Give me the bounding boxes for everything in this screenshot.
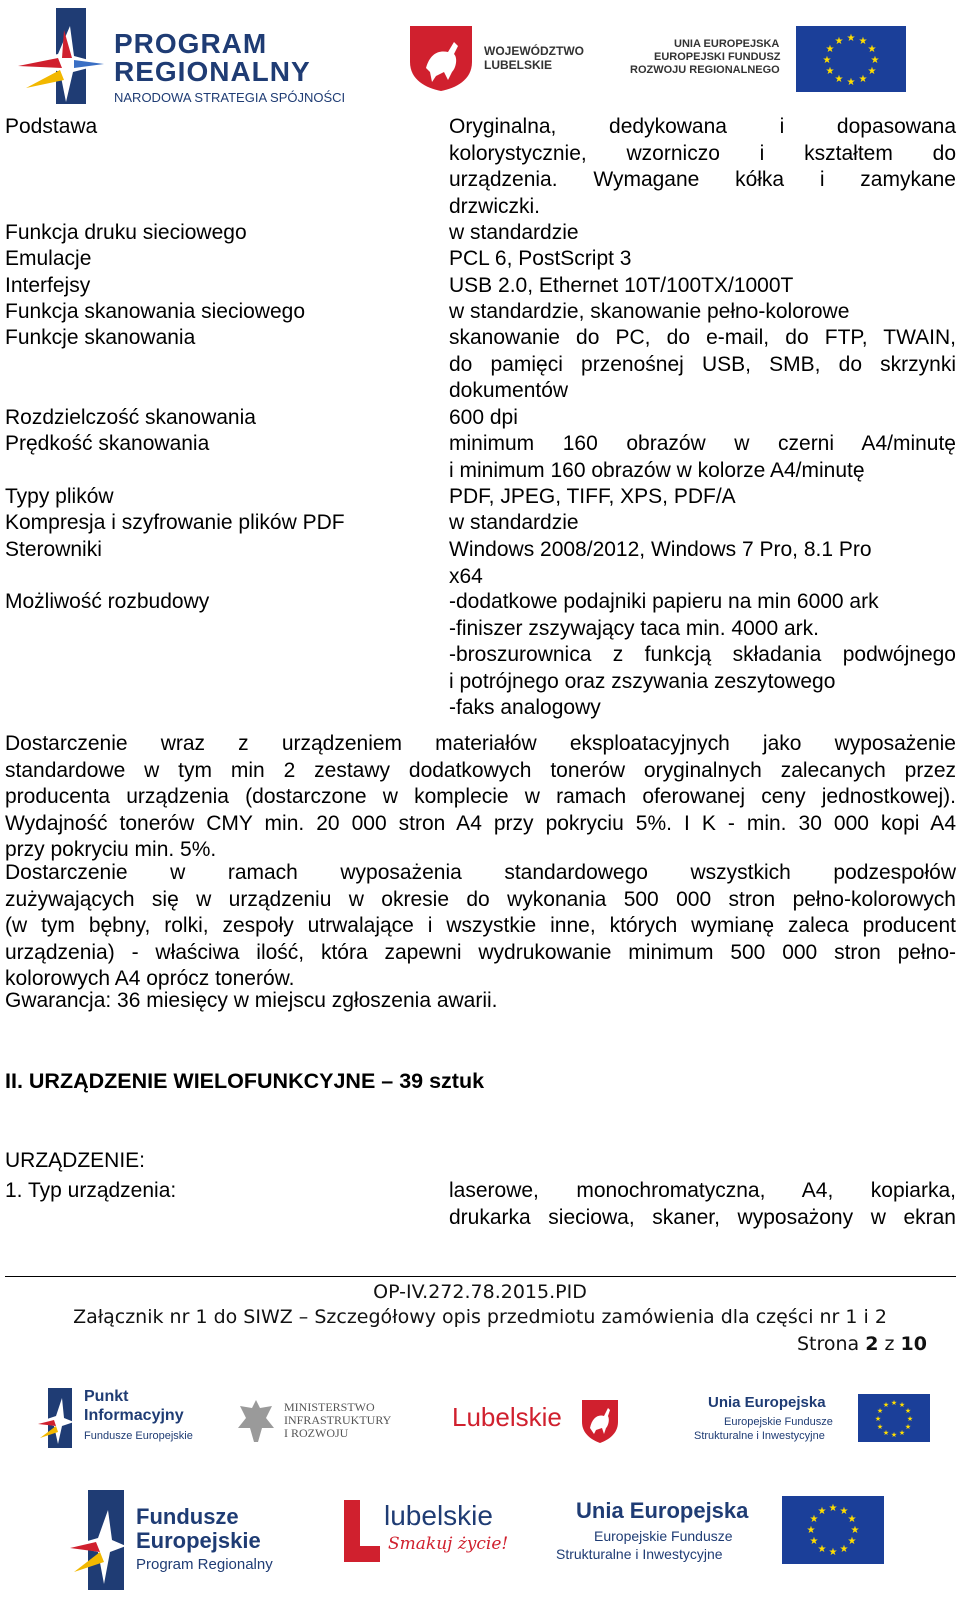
spec-value-line: dokumentów [449,379,569,402]
footer-divider [5,1276,956,1277]
spec-value-line: PCL 6, PostScript 3 [449,247,632,270]
spec-row-interfaces [0,273,960,299]
punkt-line1: Punkt [84,1388,129,1405]
spec-value [449,273,956,300]
spec-label: Prędkość skanowania [5,432,210,455]
spec-row-scan-functions [0,325,960,405]
spec-row-pdf-compression [0,510,960,536]
svg-text:★: ★ [846,77,856,88]
eu-line3: ROZWOJU REGIONALNEGO [630,64,780,76]
spec-value [449,220,956,247]
paragraph-line: przy pokryciu min. 5%. [5,838,217,861]
svg-text:★: ★ [847,1536,857,1547]
lubelskie-smakuj-logo [340,1494,510,1574]
spec-row-network-scan [0,299,960,325]
paragraph-line: zużywających się w urządzeniu w okresie do wykonania 500 000 stron pełno-kolorowych [5,887,956,911]
svg-text:★: ★ [809,1536,819,1547]
spec-value [449,431,956,484]
spec-label: Funkcja druku sieciowego [5,221,247,244]
svg-text:★: ★ [874,1415,882,1423]
warranty-text: Gwarancja: 36 miesięcy w miejscu zgłoszenia awarii. [5,989,498,1012]
page-mid: z [878,1333,901,1355]
footer-logos-row1 [0,1380,960,1460]
paragraph-line: Wydajność tonerów CMY min. 20 000 stron A4 przy pokryciu 5%. I K - min. 30 000 kopi A4 [5,811,956,835]
spec-value-line: Windows 2008/2012, Windows 7 Pro, 8.1 Pro [449,538,872,561]
spec-label: Rozdzielczość skanowania [5,406,256,429]
ministry-line2: INFRASTRUKTURY [284,1413,392,1427]
lubelskie-l-icon [340,1498,382,1564]
spec-value-line: -dodatkowe podajniki papieru na min 6000 ark [449,590,879,613]
program-title-line1: PROGRAM [114,28,268,59]
spec-value-line: urządzenia. Wymagane kółka i zamykane [449,168,956,191]
ue-line1: Unia Europejska [708,1394,826,1411]
svg-text:★: ★ [898,1401,906,1409]
spec-value-line: w standardzie, skanowanie pełno-kolorowe [449,300,850,323]
spec-value [449,405,956,432]
spec-value-line: skanowanie do PC, do e-mail, do FTP, TWAIN, [449,326,956,349]
spec-value-line: i minimum 160 obrazów w kolorze A4/minutę [449,458,865,482]
spec-value-line: drzwiczki. [449,194,541,218]
lubelskie-text: Lubelskie [452,1402,562,1432]
eu-line1: UNIA EUROPEJSKA [674,38,780,50]
spec-value [449,325,956,405]
spec-value [449,114,956,220]
spec-row-network-print [0,220,960,246]
svg-text:★: ★ [828,1547,838,1558]
paragraph-line: Dostarczenie wraz z urządzeniem materiałów eksploatacyjnych jako wyposażenie [5,732,956,755]
svg-text:★: ★ [809,1514,819,1525]
svg-text:★: ★ [839,1506,849,1517]
spec-value-line: -finiszer zszywający taca min. 4000 ark. [449,616,819,640]
footer-reference: OP-IV.272.78.2015.PID [373,1281,587,1303]
spec-value-line: Oryginalna, dedykowana i dopasowana [449,115,956,138]
spec-value-line: i potrójnego oraz zszywania zeszytowego [449,669,836,693]
eu-line2: EUROPEJSKI FUNDUSZ [654,51,781,63]
spec-value-line: -faks analogowy [449,696,601,719]
fe-line2: Europejskie [136,1528,261,1553]
spec-label: Interfejsy [5,274,91,297]
section-heading: II. URZĄDZENIE WIELOFUNKCYJNE – 39 sztuk [5,1069,485,1093]
spec-value-line: laserowe, monochromatyczna, A4, kopiarka, [449,1179,956,1202]
ue-line2: Europejskie Fundusze [724,1416,833,1428]
spec-label: Typy plików [5,485,114,508]
svg-text:★: ★ [882,1429,890,1437]
device-label: URZĄDZENIE: [5,1149,146,1172]
svg-text:★: ★ [876,1423,884,1431]
eu-flag-icon [782,1496,884,1564]
svg-text:★: ★ [890,1431,898,1439]
spec-label: 1. Typ urządzenia: [5,1179,177,1202]
spec-value-line: minimum 160 obrazów w czerni A4/minutę [449,432,956,455]
eu-esif-logo [694,1390,930,1452]
spec-row-podstawa [0,114,960,220]
spec-value-line: kolorystycznie, wzorniczo i kształtem do [449,141,956,165]
svg-text:★: ★ [847,1514,857,1525]
spec-value-line: drukarka sieciowa, skaner, wyposażony w ekran [449,1205,956,1229]
fe-star-icon [38,1388,74,1448]
lubelskie-logo [452,1394,632,1450]
spec-value [449,1178,956,1231]
ministry-logo [236,1394,416,1450]
spec-row-file-types [0,484,960,510]
page-number [797,1333,927,1355]
page-current: 2 [865,1333,879,1355]
svg-text:★: ★ [882,1401,890,1409]
program-title-line2: REGIONALNY [114,56,311,87]
svg-text:★: ★ [858,36,868,47]
lub2-line1: lubelskie [384,1500,493,1531]
svg-text:★: ★ [890,1399,898,1407]
spec-value-line: 600 dpi [449,406,518,429]
ue2-line2: Europejskie Fundusze [594,1528,733,1544]
svg-text:★: ★ [850,1525,860,1536]
fe-line3: Program Regionalny [136,1556,273,1573]
paragraph-line: standardowe w tym min 2 zestawy dodatkowych tonerów oryginalnych zalecanych przez [5,758,956,782]
spec-value [449,589,956,722]
svg-text:★: ★ [806,1525,816,1536]
svg-text:★: ★ [858,74,868,85]
spec-label: Funkcje skanowania [5,326,196,349]
lub2-line2: Smakuj życie! [388,1534,509,1554]
spec-value-line: USB 2.0, Ethernet 10T/100TX/1000T [449,274,794,297]
ue2-line3: Strukturalne i Inwestycyjne [556,1546,723,1562]
spec-row-drivers [0,537,960,590]
svg-text:★: ★ [906,1415,914,1423]
spec-label: Emulacje [5,247,92,270]
svg-text:★: ★ [898,1429,906,1437]
spec-value-line: PDF, JPEG, TIFF, XPS, PDF/A [449,485,736,508]
spec-value-line: x64 [449,564,483,588]
spec-row-device-type [0,1178,960,1231]
spec-value [449,246,956,273]
footer-logos-row2 [0,1480,960,1623]
paragraph-line: producenta urządzenia (dostarczone w komplecie w ramach oferowanej ceny jednostkowej). [5,785,956,808]
paragraph-line: urządzenia) - właściwa ilość, która zapewni wydrukowanie minimum 500 000 stron pełno- [5,940,956,964]
svg-text:★: ★ [846,33,856,44]
spec-value-line: do pamięci przenośnej USB, SMB, do skrzynki [449,352,956,376]
svg-text:★: ★ [825,44,835,55]
ue2-line1: Unia Europejska [576,1498,749,1523]
eu-esif-logo-2 [556,1494,916,1574]
footer-annex: Załącznik nr 1 do SIWZ – Szczegółowy opis przedmiotu zamówienia dla części nr 1 i 2 [73,1306,887,1328]
svg-text:★: ★ [822,55,832,66]
spec-value-line: -broszurownica z funkcją składania podwójnego [449,643,956,666]
spec-row-scan-speed [0,431,960,484]
spec-table [0,0,960,720]
svg-text:★: ★ [834,74,844,85]
spec-label: Możliwość rozbudowy [5,590,210,613]
paragraph-line: kolorowych A4 oprócz tonerów. [5,967,295,990]
svg-text:★: ★ [828,1503,838,1514]
spec-row-expansion [0,589,960,722]
spec-label: Kompresja i szyfrowanie plików PDF [5,511,345,534]
svg-text:★: ★ [825,66,835,77]
spec-label: Sterowniki [5,538,102,561]
punkt-line2: Informacyjny [84,1407,184,1424]
fe-star-icon [70,1490,126,1590]
spec-value [449,484,956,511]
svg-text:★: ★ [867,44,877,55]
ue-line3: Strukturalne i Inwestycyjne [694,1430,825,1442]
punkt-informacyjny-logo [38,1386,218,1452]
svg-text:★: ★ [817,1544,827,1555]
page-total: 10 [900,1333,927,1355]
eu-flag-icon [858,1394,930,1442]
spec-row-emulation [0,246,960,272]
svg-text:★: ★ [839,1544,849,1555]
fe-line1: Fundusze [136,1504,239,1529]
spec-value-line: w standardzie [449,221,579,244]
punkt-line3: Fundusze Europejskie [84,1430,193,1442]
svg-text:★: ★ [834,36,844,47]
ministry-line1: MINISTERSTWO [284,1400,375,1414]
ministry-line3: I ROZWOJU [284,1426,349,1440]
spec-label: Funkcja skanowania sieciowego [5,300,305,323]
spec-row-scan-resolution [0,405,960,431]
spec-value [449,537,956,590]
svg-text:★: ★ [867,66,877,77]
voivodeship-line1: WOJEWÓDZTWO [484,44,584,58]
spec-label: Podstawa [5,115,98,138]
svg-text:★: ★ [904,1407,912,1415]
fundusze-europejskie-logo [70,1490,300,1590]
svg-text:★: ★ [870,55,880,66]
paragraph-line: Dostarczenie w ramach wyposażenia standardowego wszystkich podzespołów [5,861,956,884]
spec-value [449,510,956,537]
parts-paragraph [5,860,956,993]
svg-text:★: ★ [817,1506,827,1517]
page-prefix: Strona [796,1333,866,1355]
spec-value [449,299,956,326]
svg-text:★: ★ [904,1423,912,1431]
program-subtitle: NARODOWA STRATEGIA SPÓJNOŚCI [114,90,346,105]
voivodeship-line2: LUBELSKIE [484,58,553,72]
lubelskie-shield-icon [580,1398,620,1444]
consumables-paragraph [5,731,956,864]
paragraph-line: (w tym bębny, rolki, zespoły utrwalające i wszystkie inne, których wymianę zaleca producent [5,914,956,937]
eagle-icon [236,1398,276,1444]
svg-text:★: ★ [876,1407,884,1415]
spec-value-line: w standardzie [449,511,579,534]
